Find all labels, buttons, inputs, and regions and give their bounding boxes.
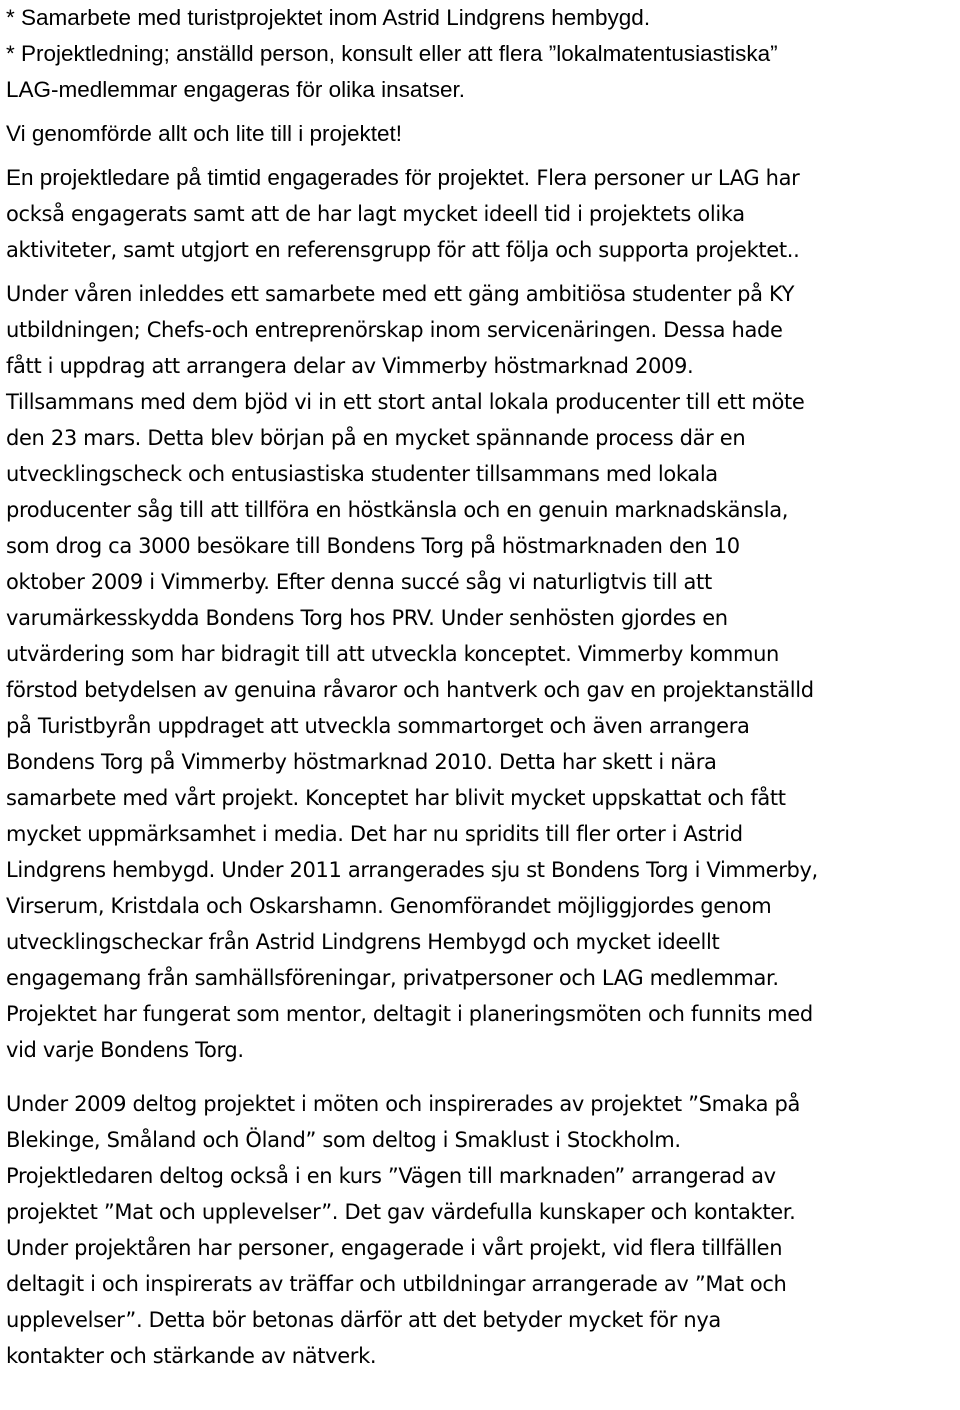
paragraph-line: oktober 2009 i Vimmerby. Efter denna succé såg vi naturligtvis till att: [6, 570, 712, 594]
paragraph-line: aktiviteter, samt utgjort en referensgrupp för att följa och supporta projektet..: [6, 238, 800, 262]
paragraph-line: den 23 mars. Detta blev början på en mycket spännande process där en: [6, 426, 746, 450]
paragraph-line: fått i uppdrag att arrangera delar av Vimmerby höstmarknad 2009.: [6, 354, 694, 378]
paragraph-line: projektet ”Mat och upplevelser”. Det gav värdefulla kunskaper och kontakter.: [6, 1200, 796, 1224]
paragraph-line-mixed: [6, 160, 956, 196]
bullet-line-3: LAG-medlemmar engageras för olika insatser.: [6, 77, 465, 102]
document-page: [6, 0, 956, 1374]
paragraph-line: mycket uppmärksamhet i media. Det har nu spridits till fler orter i Astrid: [6, 822, 743, 846]
paragraph-line: utvecklingscheckar från Astrid Lindgrens Hembygd och mycket ideellt: [6, 930, 720, 954]
paragraph-line: Under projektåren har personer, engagerade i vårt projekt, vid flera tillfällen: [6, 1236, 783, 1260]
paragraph-line: förstod betydelsen av genuina råvaror och hantverk och gav en projektanställd: [6, 678, 814, 702]
paragraph-line: också engagerats samt att de har lagt mycket ideell tid i projektets olika: [6, 202, 745, 226]
paragraph-line: Blekinge, Småland och Öland” som deltog i Smaklust i Stockholm.: [6, 1128, 681, 1152]
bullet-line-1: * Samarbete med turistprojektet inom Astrid Lindgrens hembygd.: [6, 5, 651, 30]
paragraph-line: Virserum, Kristdala och Oskarshamn. Genomförandet möjliggjordes genom: [6, 894, 772, 918]
paragraph-line: Projektledaren deltog också i en kurs ”Vägen till marknaden” arrangerad av: [6, 1164, 776, 1188]
text-span: Flera personer ur LAG har: [530, 166, 800, 190]
paragraph-line: engagemang från samhällsföreningar, privatpersoner och LAG medlemmar.: [6, 966, 779, 990]
paragraph-line: Tillsammans med dem bjöd vi in ett stort antal lokala producenter till ett möte: [6, 390, 805, 414]
paragraph-line: upplevelser”. Detta bör betonas därför att det betyder mycket för nya: [6, 1308, 721, 1332]
paragraph-line: deltagit i och inspirerats av träffar och utbildningar arrangerade av ”Mat och: [6, 1272, 787, 1296]
text-span: En projektledare på timtid engagerades för projektet.: [6, 165, 531, 190]
paragraph-line: Bondens Torg på Vimmerby höstmarknad 2010. Detta har skett i nära: [6, 750, 717, 774]
bullet-line-2: * Projektledning; anställd person, konsult eller att flera ”lokalmatentusiastiska”: [6, 41, 778, 66]
paragraph-line: på Turistbyrån uppdraget att utveckla sommartorget och även arrangera: [6, 714, 750, 738]
paragraph-line: kontakter och stärkande av nätverk.: [6, 1344, 377, 1368]
paragraph-line: Under våren inleddes ett samarbete med ett gäng ambitiösa studenter på KY: [6, 282, 795, 306]
paragraph-line: samarbete med vårt projekt. Konceptet har blivit mycket uppskattat och fått: [6, 786, 786, 810]
paragraph-line: som drog ca 3000 besökare till Bondens Torg på höstmarknaden den 10: [6, 534, 740, 558]
paragraph-line: producenter såg till att tillföra en höstkänsla och en genuin marknadskänsla,: [6, 498, 789, 522]
paragraph-line: vid varje Bondens Torg.: [6, 1038, 244, 1062]
paragraph-line: varumärkesskydda Bondens Torg hos PRV. Under senhösten gjordes en: [6, 606, 728, 630]
paragraph-line: utvärdering som har bidragit till att utveckla konceptet. Vimmerby kommun: [6, 642, 780, 666]
paragraph-line: Under 2009 deltog projektet i möten och inspirerades av projektet ”Smaka på: [6, 1092, 801, 1116]
paragraph-line: utbildningen; Chefs-och entreprenörskap inom servicenäringen. Dessa hade: [6, 318, 783, 342]
paragraph-line: Lindgrens hembygd. Under 2011 arrangerades sju st Bondens Torg i Vimmerby,: [6, 858, 818, 882]
paragraph-line: utvecklingscheck och entusiastiska studenter tillsammans med lokala: [6, 462, 718, 486]
paragraph-line: Projektet har fungerat som mentor, deltagit i planeringsmöten och funnits med: [6, 1002, 813, 1026]
paragraph-line: Vi genomförde allt och lite till i projektet!: [6, 121, 403, 146]
